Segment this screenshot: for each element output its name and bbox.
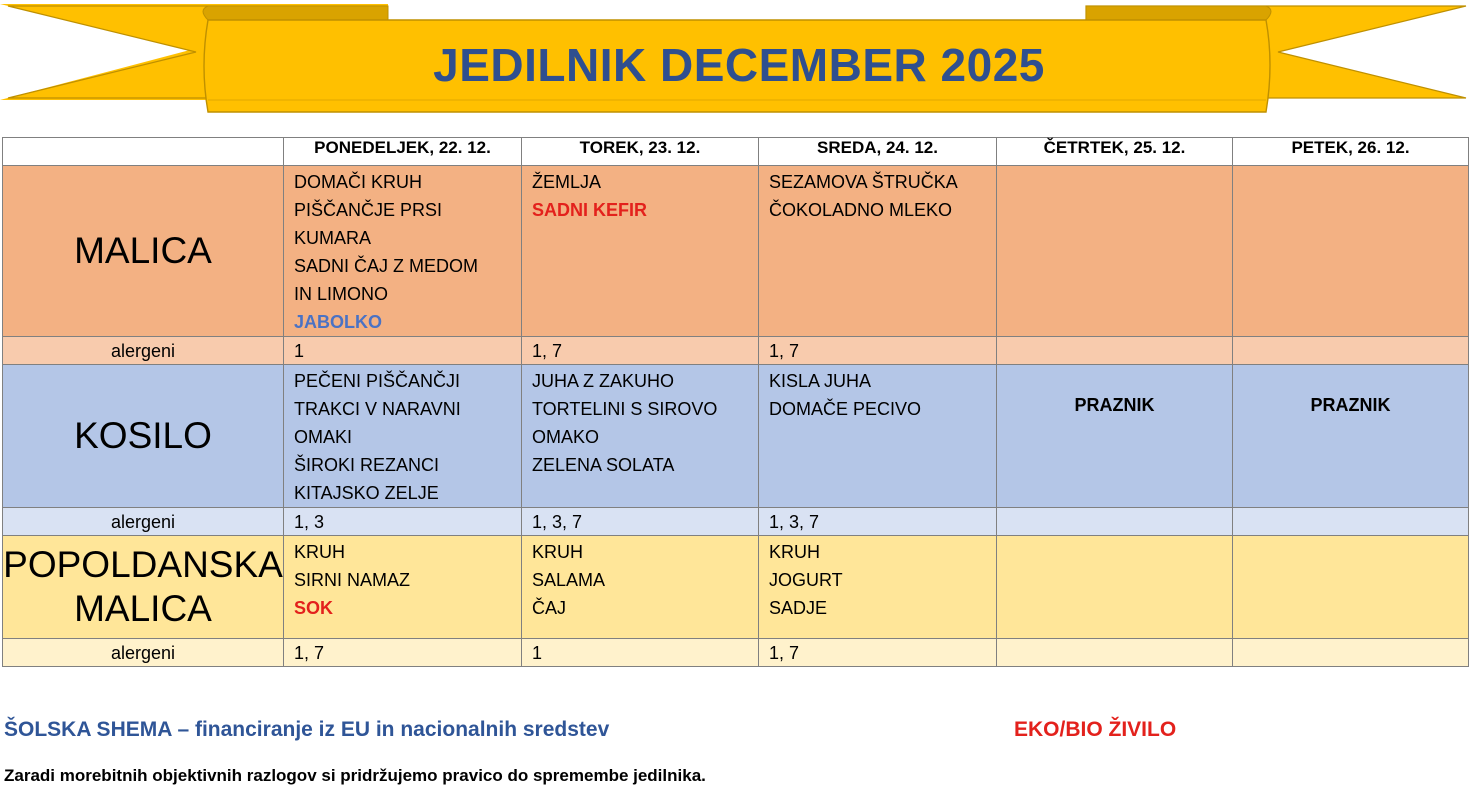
allergens-value [997,337,1233,365]
allergens-value [1233,508,1469,536]
menu-item: SEZAMOVA ŠTRUČKA [769,172,958,192]
menu-item: PEČENI PIŠČANČJI [294,371,461,391]
eko-bio-legend: EKO/BIO ŽIVILO [1014,718,1177,741]
popoldanska-row [3,536,1469,639]
allergens-value [1233,337,1469,365]
menu-item: SADJE [769,598,828,618]
allergens-value [997,639,1233,667]
kosilo-tuesday [522,365,759,508]
eko-item: SOK [294,598,334,618]
menu-item: JUHA Z ZAKUHO [532,371,675,391]
malica-monday [284,166,522,337]
eko-item: SADNI KEFIR [532,200,648,220]
page-title: JEDILNIK DECEMBER 2025 [433,39,1045,91]
kosilo-row [3,365,1469,508]
popoldanska-wednesday [759,536,997,639]
popoldanska-label-line1: POPOLDANSKA [3,544,283,586]
menu-item: PIŠČANČJE PRSI [294,200,443,220]
popoldanska-friday [1233,536,1469,639]
school-scheme-legend: ŠOLSKA SHEMA – financiranje iz EU in nacionalnih sredstev [4,718,610,741]
day-header-thursday: ČETRTEK, 25. 12. [997,138,1233,166]
menu-item: SADNI ČAJ Z MEDOM [294,256,479,276]
menu-item: DOMAČE PECIVO [769,399,922,419]
kosilo-monday [284,365,522,508]
menu-item: ZELENA SOLATA [532,455,675,475]
menu-item: KITAJSKO ZELJE [294,483,439,503]
menu-item: KISLA JUHA [769,371,872,391]
allergens-value [997,508,1233,536]
malica-allergens-row [3,337,1469,365]
day-header-friday: PETEK, 26. 12. [1233,138,1469,166]
menu-item: ČAJ [532,598,567,618]
kosilo-allergens-row [3,508,1469,536]
allergens-value: 1, 7 [759,639,997,667]
allergens-value: 1, 7 [522,337,759,365]
menu-item: TRAKCI V NARAVNI [294,399,461,419]
malica-friday [1233,166,1469,337]
allergens-label: alergeni [3,639,284,667]
allergens-value: 1 [522,639,759,667]
menu-item: IN LIMONO [294,284,389,304]
allergens-value: 1, 3, 7 [522,508,759,536]
popoldanska-tuesday [522,536,759,639]
malica-wednesday [759,166,997,337]
allergens-label: alergeni [3,508,284,536]
header-row [3,138,1469,166]
menu-item: JOGURT [769,570,843,590]
disclaimer-note: Zaradi morebitnih objektivnih razlogov si pridržujemo pravico do spremembe jedilnika. [4,766,706,785]
menu-item: OMAKI [294,427,353,447]
malica-thursday [997,166,1233,337]
allergens-value: 1 [284,337,522,365]
kosilo-friday-holiday: PRAZNIK [1233,365,1469,508]
day-header-wednesday: SREDA, 24. 12. [759,138,997,166]
menu-item: DOMAČI KRUH [294,172,423,192]
day-header-tuesday: TOREK, 23. 12. [522,138,759,166]
title-banner [0,0,1470,120]
menu-item: KRUH [769,542,821,562]
menu-item: ŠIROKI REZANCI [294,455,440,475]
menu-item: TORTELINI S SIROVO [532,399,718,419]
menu-item: ŽEMLJA [532,172,602,192]
popoldanska-allergens-row [3,639,1469,667]
menu-item: SIRNI NAMAZ [294,570,411,590]
popoldanska-label [3,536,284,639]
kosilo-wednesday [759,365,997,508]
menu-item: OMAKO [532,427,600,447]
kosilo-label: KOSILO [3,365,284,508]
menu-item: KRUH [294,542,346,562]
menu-item: ČOKOLADNO MLEKO [769,200,953,220]
menu-item: SALAMA [532,570,606,590]
allergens-value: 1, 3 [284,508,522,536]
popoldanska-monday [284,536,522,639]
malica-label: MALICA [3,166,284,337]
popoldanska-thursday [997,536,1233,639]
menu-table [2,137,1469,667]
school-scheme-item: JABOLKO [294,312,383,332]
malica-row [3,166,1469,337]
menu-item: KUMARA [294,228,372,248]
malica-tuesday [522,166,759,337]
allergens-label: alergeni [3,337,284,365]
corner-cell [3,138,284,166]
kosilo-thursday-holiday: PRAZNIK [997,365,1233,508]
allergens-value [1233,639,1469,667]
allergens-value: 1, 7 [284,639,522,667]
allergens-value: 1, 3, 7 [759,508,997,536]
allergens-value: 1, 7 [759,337,997,365]
menu-item: KRUH [532,542,584,562]
day-header-monday: PONEDELJEK, 22. 12. [284,138,522,166]
popoldanska-label-line2: MALICA [74,588,212,629]
